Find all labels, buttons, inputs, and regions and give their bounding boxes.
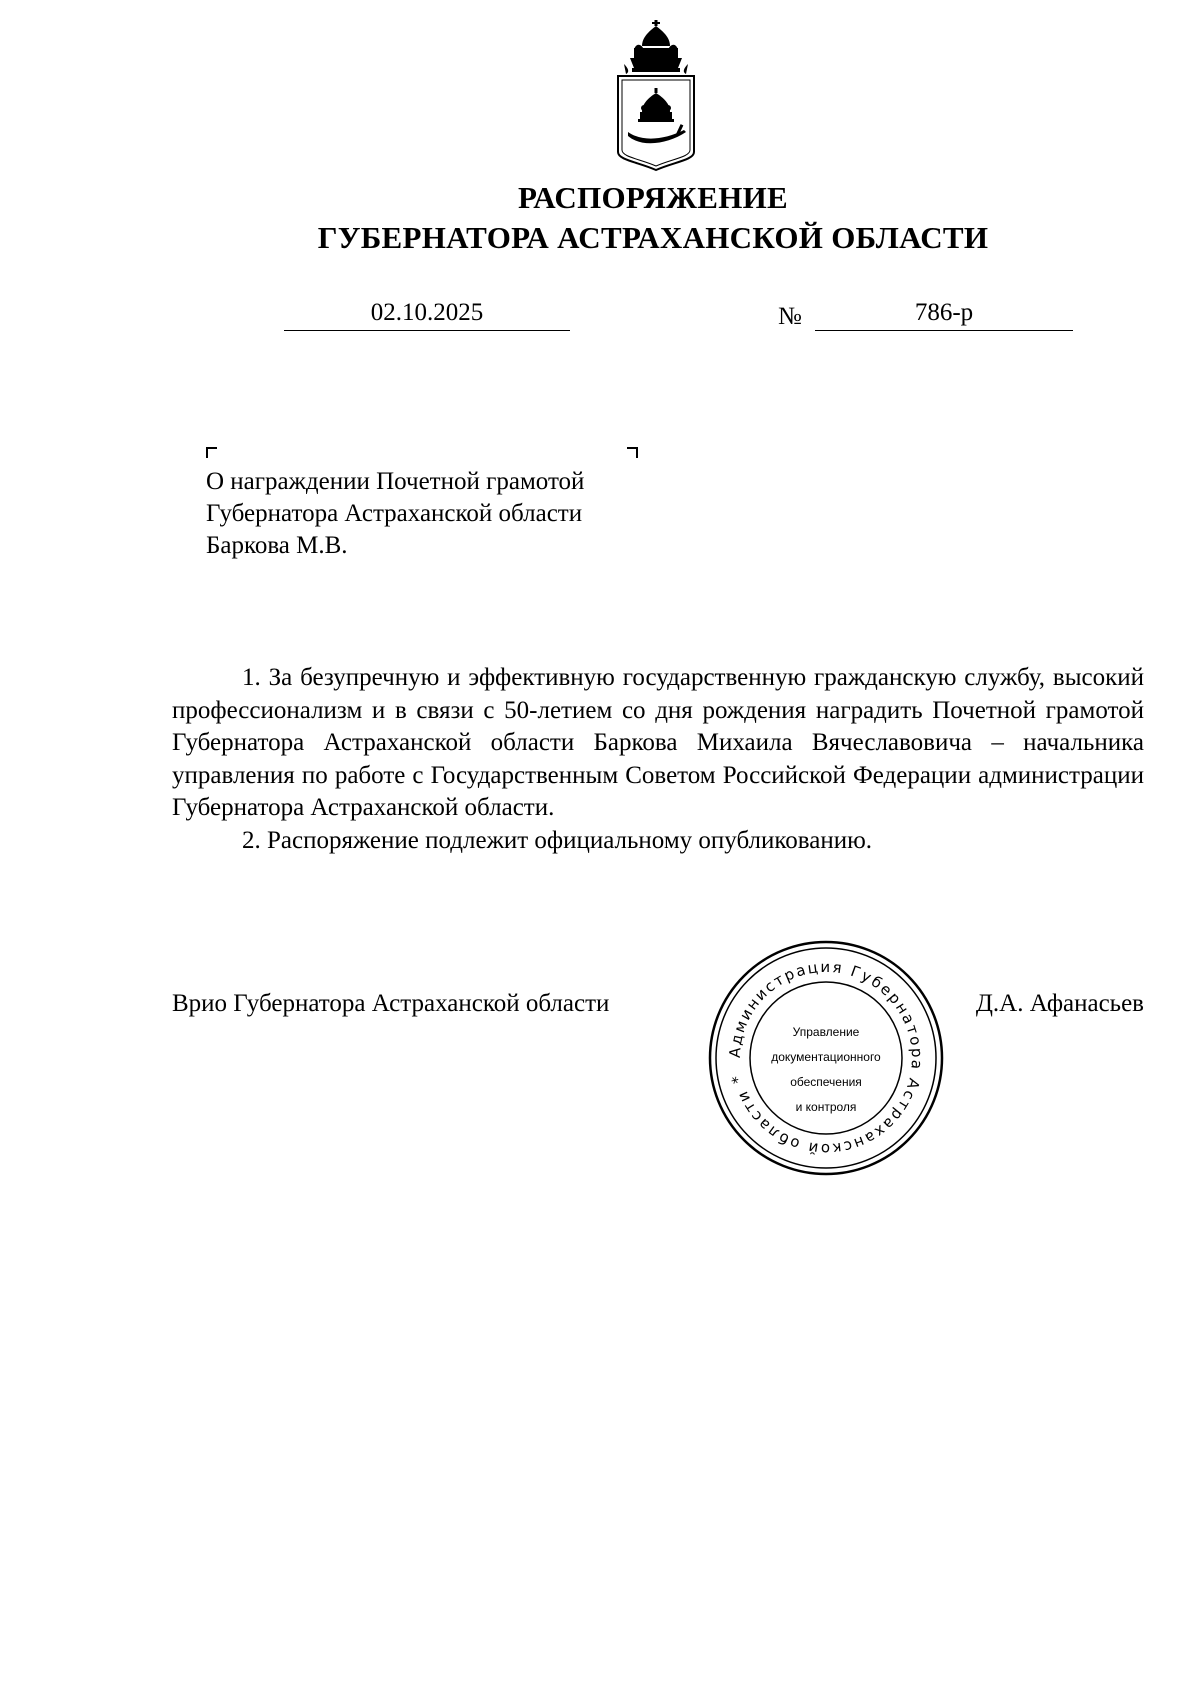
signer-name: Д.А. Афанасьев xyxy=(975,990,1144,1017)
stamp-center-line: и контроля xyxy=(795,1100,857,1114)
document-number: 786-р xyxy=(815,296,1073,331)
official-stamp-seal xyxy=(706,938,946,1178)
stamp-ring-text: Администрация Губернатора Астраханской области * xyxy=(725,957,927,1159)
stamp-center-line: документационного xyxy=(771,1050,881,1064)
document-body xyxy=(172,662,1144,857)
document-issuer-title: ГУБЕРНАТОРА АСТРАХАНСКОЙ ОБЛАСТИ xyxy=(317,220,989,255)
subject-corner-left xyxy=(206,447,217,458)
signer-position: Врио Губернатора Астраханской области xyxy=(172,990,610,1017)
subject-corner-right xyxy=(627,447,638,458)
body-paragraph-1: 1. За безупречную и эффективную государственную гражданскую службу, высокий профессионализм и в связи с 50-летием со дня рождения наградить Почетной грамотой Губернатора Астраханской области Баркова Михаила Вячеславовича – начальника управления по работе с Государственным Советом Российской Федерации администрации Губернатора Астраханской области. xyxy=(172,664,1144,821)
subject-line: Губернатора Астраханской области xyxy=(206,500,583,527)
subject-line: О награждении Почетной грамотой xyxy=(206,468,585,495)
document-subject xyxy=(206,466,666,562)
coat-of-arms-emblem-icon xyxy=(614,20,698,172)
stamp-center-line: обеспечения xyxy=(790,1075,862,1089)
document-type-title: РАСПОРЯЖЕНИЕ xyxy=(517,180,789,215)
subject-line: Баркова М.В. xyxy=(206,532,348,559)
number-sign: № xyxy=(778,303,802,330)
body-paragraph-2: 2. Распоряжение подлежит официальному опубликованию. xyxy=(242,826,873,854)
stamp-center-line: Управление xyxy=(792,1025,860,1039)
document-date: 02.10.2025 xyxy=(284,296,570,331)
